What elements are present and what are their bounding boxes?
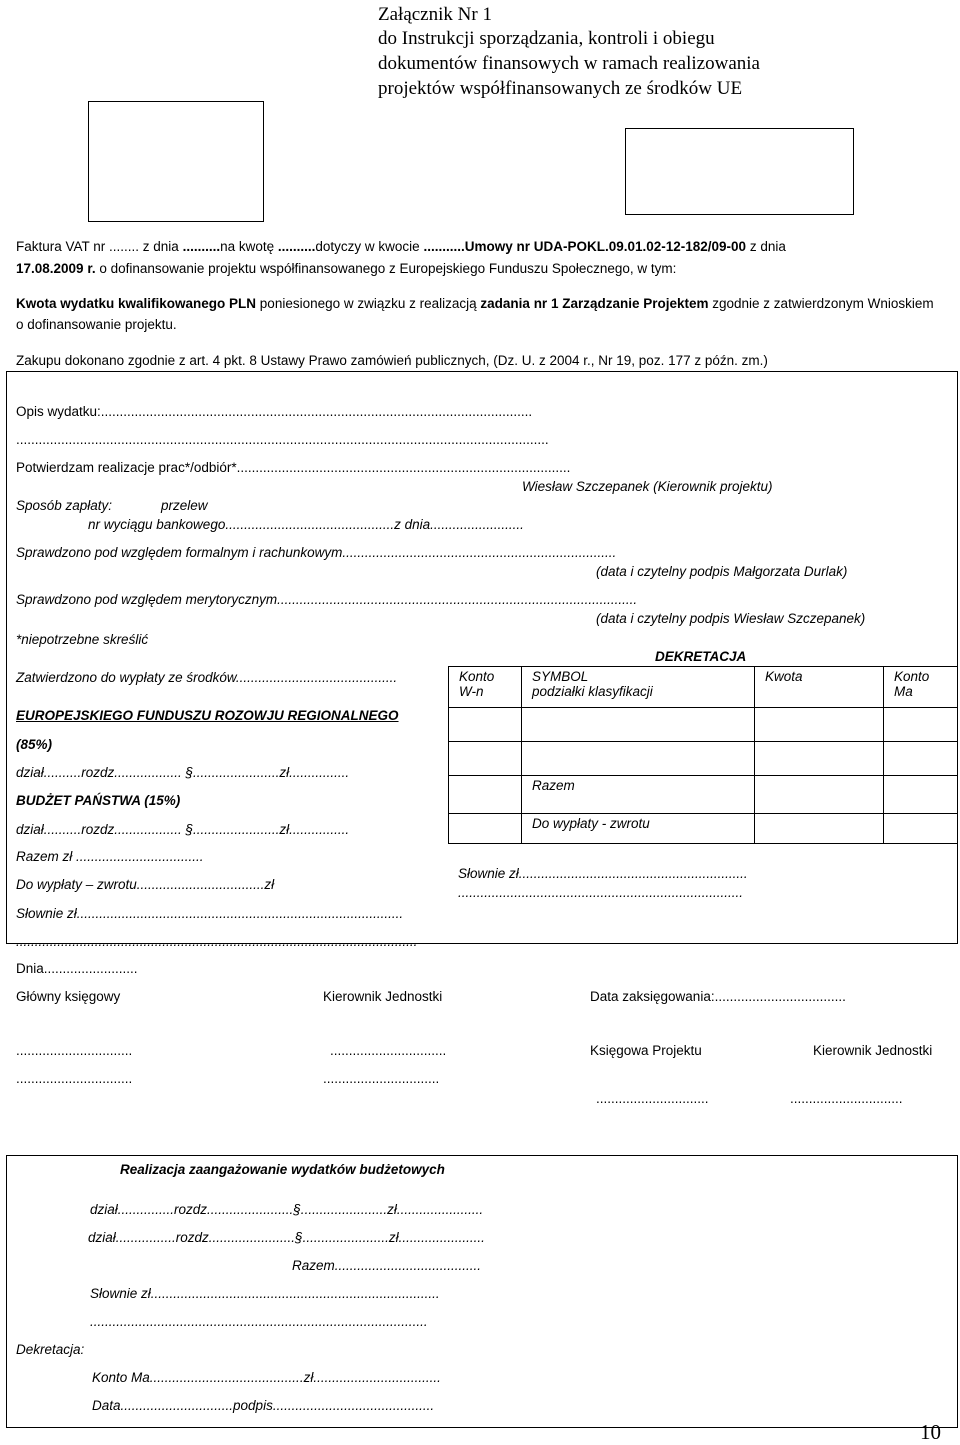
ksiegowa-projektu: Księgowa Projektu: [590, 1043, 702, 1058]
kwota-line: Kwota wydatku kwalifikowanego PLN poniesionego w związku z realizacją zadania nr 1 Zarządzanie Projektem zgodnie z zatwierdzonym Wnioskiem: [16, 296, 934, 311]
niepotrzebne: *niepotrzebne skreślić: [16, 632, 149, 647]
realizacja-dekretacja: Dekretacja:: [16, 1342, 85, 1357]
dots-f: ..............................: [790, 1091, 903, 1106]
sposob-zaplaty: Sposób zapłaty:: [16, 498, 113, 513]
dekretacja-table: [448, 666, 958, 844]
slownie-dots: ...........................................................................................................: [16, 934, 418, 949]
realizacja-data-podpis: Data..............................podpis...........................................: [92, 1398, 435, 1413]
dek-razem: Razem: [522, 776, 755, 814]
potwierdzam: Potwierdzam realizacje prac*/odbiór*.........................................................................................: [16, 460, 571, 475]
dnia: Dnia.........................: [16, 961, 138, 976]
realizacja-razem: Razem.......................................: [292, 1258, 482, 1273]
realizacja-dots: ..........................................................................................: [90, 1314, 428, 1329]
efrr: EUROPEJSKIEGO FUNDUSZU ROZOWJU REGIONALNEGO: [16, 708, 399, 723]
zakupu-text: Zakupu dokonano zgodnie z art. 4 pkt. 8 Ustawy Prawo zamówień publicznych, (Dz. U. z 2004 r., Nr 19, poz. 177 z późn. zm.): [16, 353, 768, 368]
dek-slownie: Słownie zł.............................................................: [458, 866, 748, 881]
razem-zl: Razem zł ..................................: [16, 849, 204, 864]
przelew: przelew: [161, 498, 208, 513]
kierownik-jednostki-2: Kierownik Jednostki: [813, 1043, 933, 1058]
podpis-durlak: (data i czytelny podpis Małgorzata Durlak): [596, 564, 848, 579]
dots-d: ...............................: [323, 1071, 440, 1086]
stamp-box-right: [625, 128, 854, 215]
dots-a: ...............................: [16, 1043, 133, 1058]
pct-85: (85%): [16, 737, 53, 752]
col-konto-ma: Konto Ma: [884, 667, 958, 708]
realizacja-title: Realizacja zaangażowanie wydatków budżetowych: [120, 1162, 445, 1177]
podpis-szczepanek: (data i czytelny podpis Wiesław Szczepanek): [596, 611, 866, 626]
dzial-2: dział..........rozdz.................. §.......................zł................: [16, 822, 350, 837]
budzet-panstwa: BUDŻET PAŃSTWA (15%): [16, 793, 181, 808]
sprawdzono-formalnie: Sprawdzono pod względem formalnym i rachunkowym.........................................................................: [16, 545, 617, 560]
opis-wydatku-2: ..............................................................................................................................................: [16, 432, 549, 447]
slownie-zl: Słownie zł.......................................................................................: [16, 906, 404, 921]
sprawdzono-merytorycznie: Sprawdzono pod względem merytorycznym................................................................................................: [16, 592, 638, 607]
col-symbol: SYMBOL podziałki klasyfikacji: [522, 667, 755, 708]
stamp-box-left: [88, 101, 264, 222]
wieslaw-kierownik: Wiesław Szczepanek (Kierownik projektu): [522, 479, 773, 494]
realizacja-slownie: Słownie zł.............................................................................: [90, 1286, 440, 1301]
header-line-3: dokumentów finansowych w ramach realizowania: [378, 53, 760, 74]
glowny-ksiegowy: Główny księgowy: [16, 989, 121, 1004]
invoice-line-2: 17.08.2009 r. o dofinansowanie projektu współfinansowanego z Europejskiego Funduszu Społecznego, w tym:: [16, 261, 677, 276]
dzial-1: dział..........rozdz.................. §.......................zł................: [16, 765, 350, 780]
zatwierdzono: Zatwierdzono do wypłaty ze środków...........................................: [16, 670, 398, 685]
nr-wyciagu: nr wyciągu bankowego.............................................z dnia.........................: [88, 517, 524, 532]
header-line-1: Załącznik Nr 1: [378, 4, 492, 25]
kierownik-jednostki: Kierownik Jednostki: [323, 989, 443, 1004]
col-konto-wn: Konto W-n: [449, 667, 522, 708]
do-wyplaty: Do wypłaty – zwrotu..................................zł: [16, 877, 275, 892]
kwota-line-2: o dofinansowanie projektu.: [16, 317, 177, 332]
col-kwota: Kwota: [755, 667, 884, 708]
header-line-2: do Instrukcji sporządzania, kontroli i obiegu: [378, 28, 715, 49]
dekretacja-title: DEKRETACJA: [655, 649, 747, 664]
opis-wydatku: Opis wydatku:...................................................................................................................: [16, 404, 533, 419]
page-number: 10: [920, 1420, 941, 1444]
dek-do-wyplaty: Do wypłaty - zwrotu: [522, 814, 755, 844]
dots-e: ..............................: [596, 1091, 709, 1106]
invoice-line: Faktura VAT nr ........ z dnia ..........na kwotę ..........dotyczy w kwocie ...........Umowy nr UDA-POKL.09.01.02-12-182/09-00 z dnia: [16, 239, 786, 254]
dots-c: ...............................: [16, 1071, 133, 1086]
realizacja-konto-ma: Konto Ma.........................................zł..................................: [92, 1370, 441, 1385]
header-line-4: projektów współfinansowanych ze środków UE: [378, 78, 743, 99]
realizacja-dzial-2: dział................rozdz.......................§.......................zł.......................: [88, 1230, 485, 1245]
dek-slownie-dots: ............................................................................: [458, 885, 744, 900]
realizacja-dzial-1: dział...............rozdz.......................§.......................zł.......................: [90, 1202, 484, 1217]
data-zaksiegowania: Data zaksięgowania:...................................: [590, 989, 846, 1004]
dots-b: ...............................: [330, 1043, 447, 1058]
